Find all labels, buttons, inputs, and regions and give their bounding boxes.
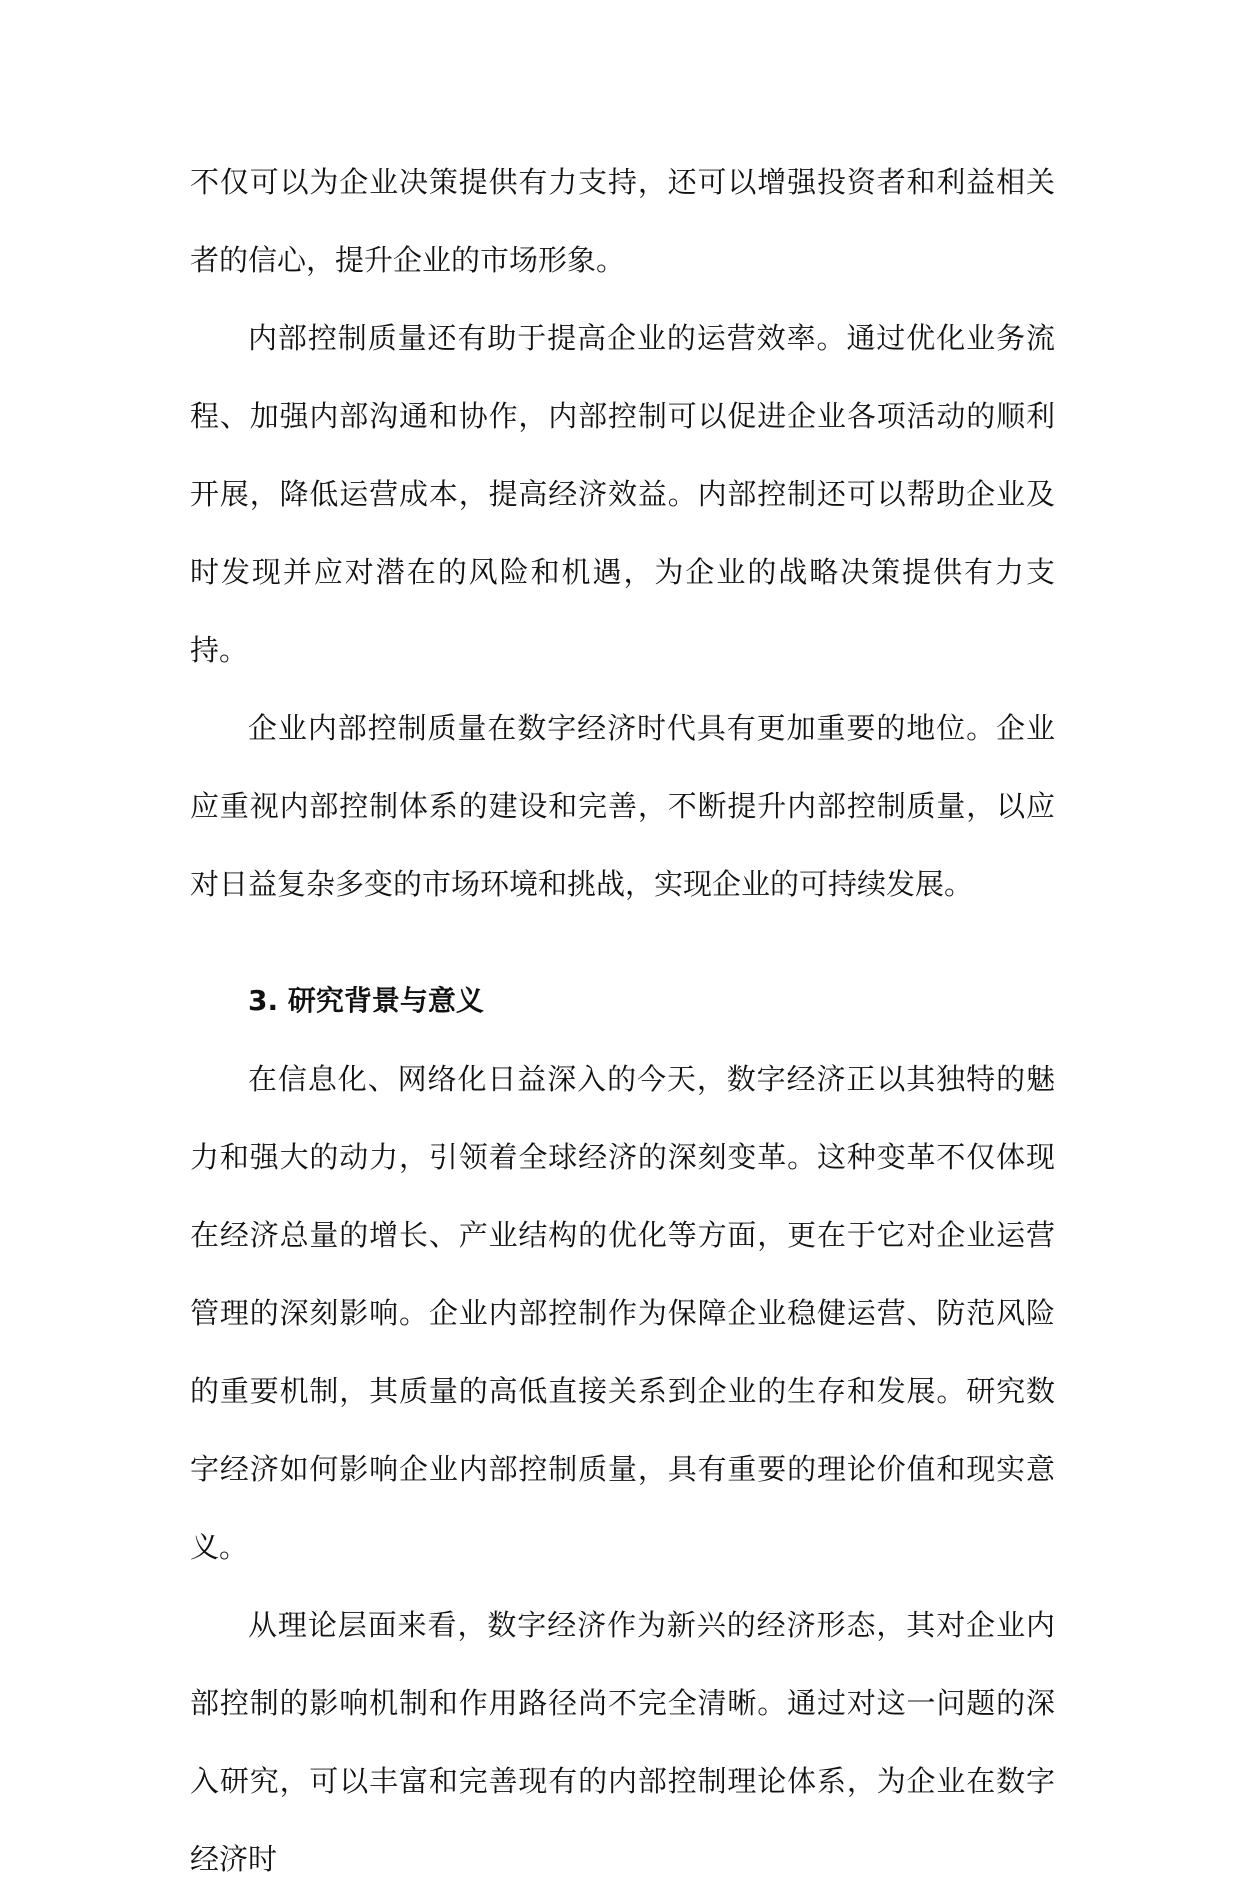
paragraph-continued: 不仅可以为企业决策提供有力支持，还可以增强投资者和利益相关者的信心，提升企业的市场形象。 bbox=[190, 165, 1055, 277]
paragraph-digital-era-importance: 企业内部控制质量在数字经济时代具有更加重要的地位。企业应重视内部控制体系的建设和完善，不断提升内部控制质量，以应对日益复杂多变的市场环境和挑战，实现企业的可持续发展。 bbox=[190, 711, 1055, 901]
document-body bbox=[190, 143, 1055, 1898]
section-heading: 3. 研究背景与意义 bbox=[248, 984, 484, 1017]
paragraph-research-background: 在信息化、网络化日益深入的今天，数字经济正以其独特的魅力和强大的动力，引领着全球经济的深刻变革。这种变革不仅体现在经济总量的增长、产业结构的优化等方面，更在于它对企业运营管理的深刻影响。企业内部控制作为保障企业稳健运营、防范风险的重要机制，其质量的高低直接关系到企业的生存和发展。研究数字经济如何影响企业内部控制质量，具有重要的理论价值和现实意义。 bbox=[190, 1062, 1055, 1564]
paragraph-theoretical-level: 从理论层面来看，数字经济作为新兴的经济形态，其对企业内部控制的影响机制和作用路径尚不完全清晰。通过对这一问题的深入研究，可以丰富和完善现有的内部控制理论体系，为企业在数字经济时 bbox=[190, 1608, 1055, 1876]
paragraph-operating-efficiency: 内部控制质量还有助于提高企业的运营效率。通过优化业务流程、加强内部沟通和协作，内部控制可以促进企业各项活动的顺利开展，降低运营成本，提高经济效益。内部控制还可以帮助企业及时发现并应对潜在的风险和机遇，为企业的战略决策提供有力支持。 bbox=[190, 321, 1055, 667]
